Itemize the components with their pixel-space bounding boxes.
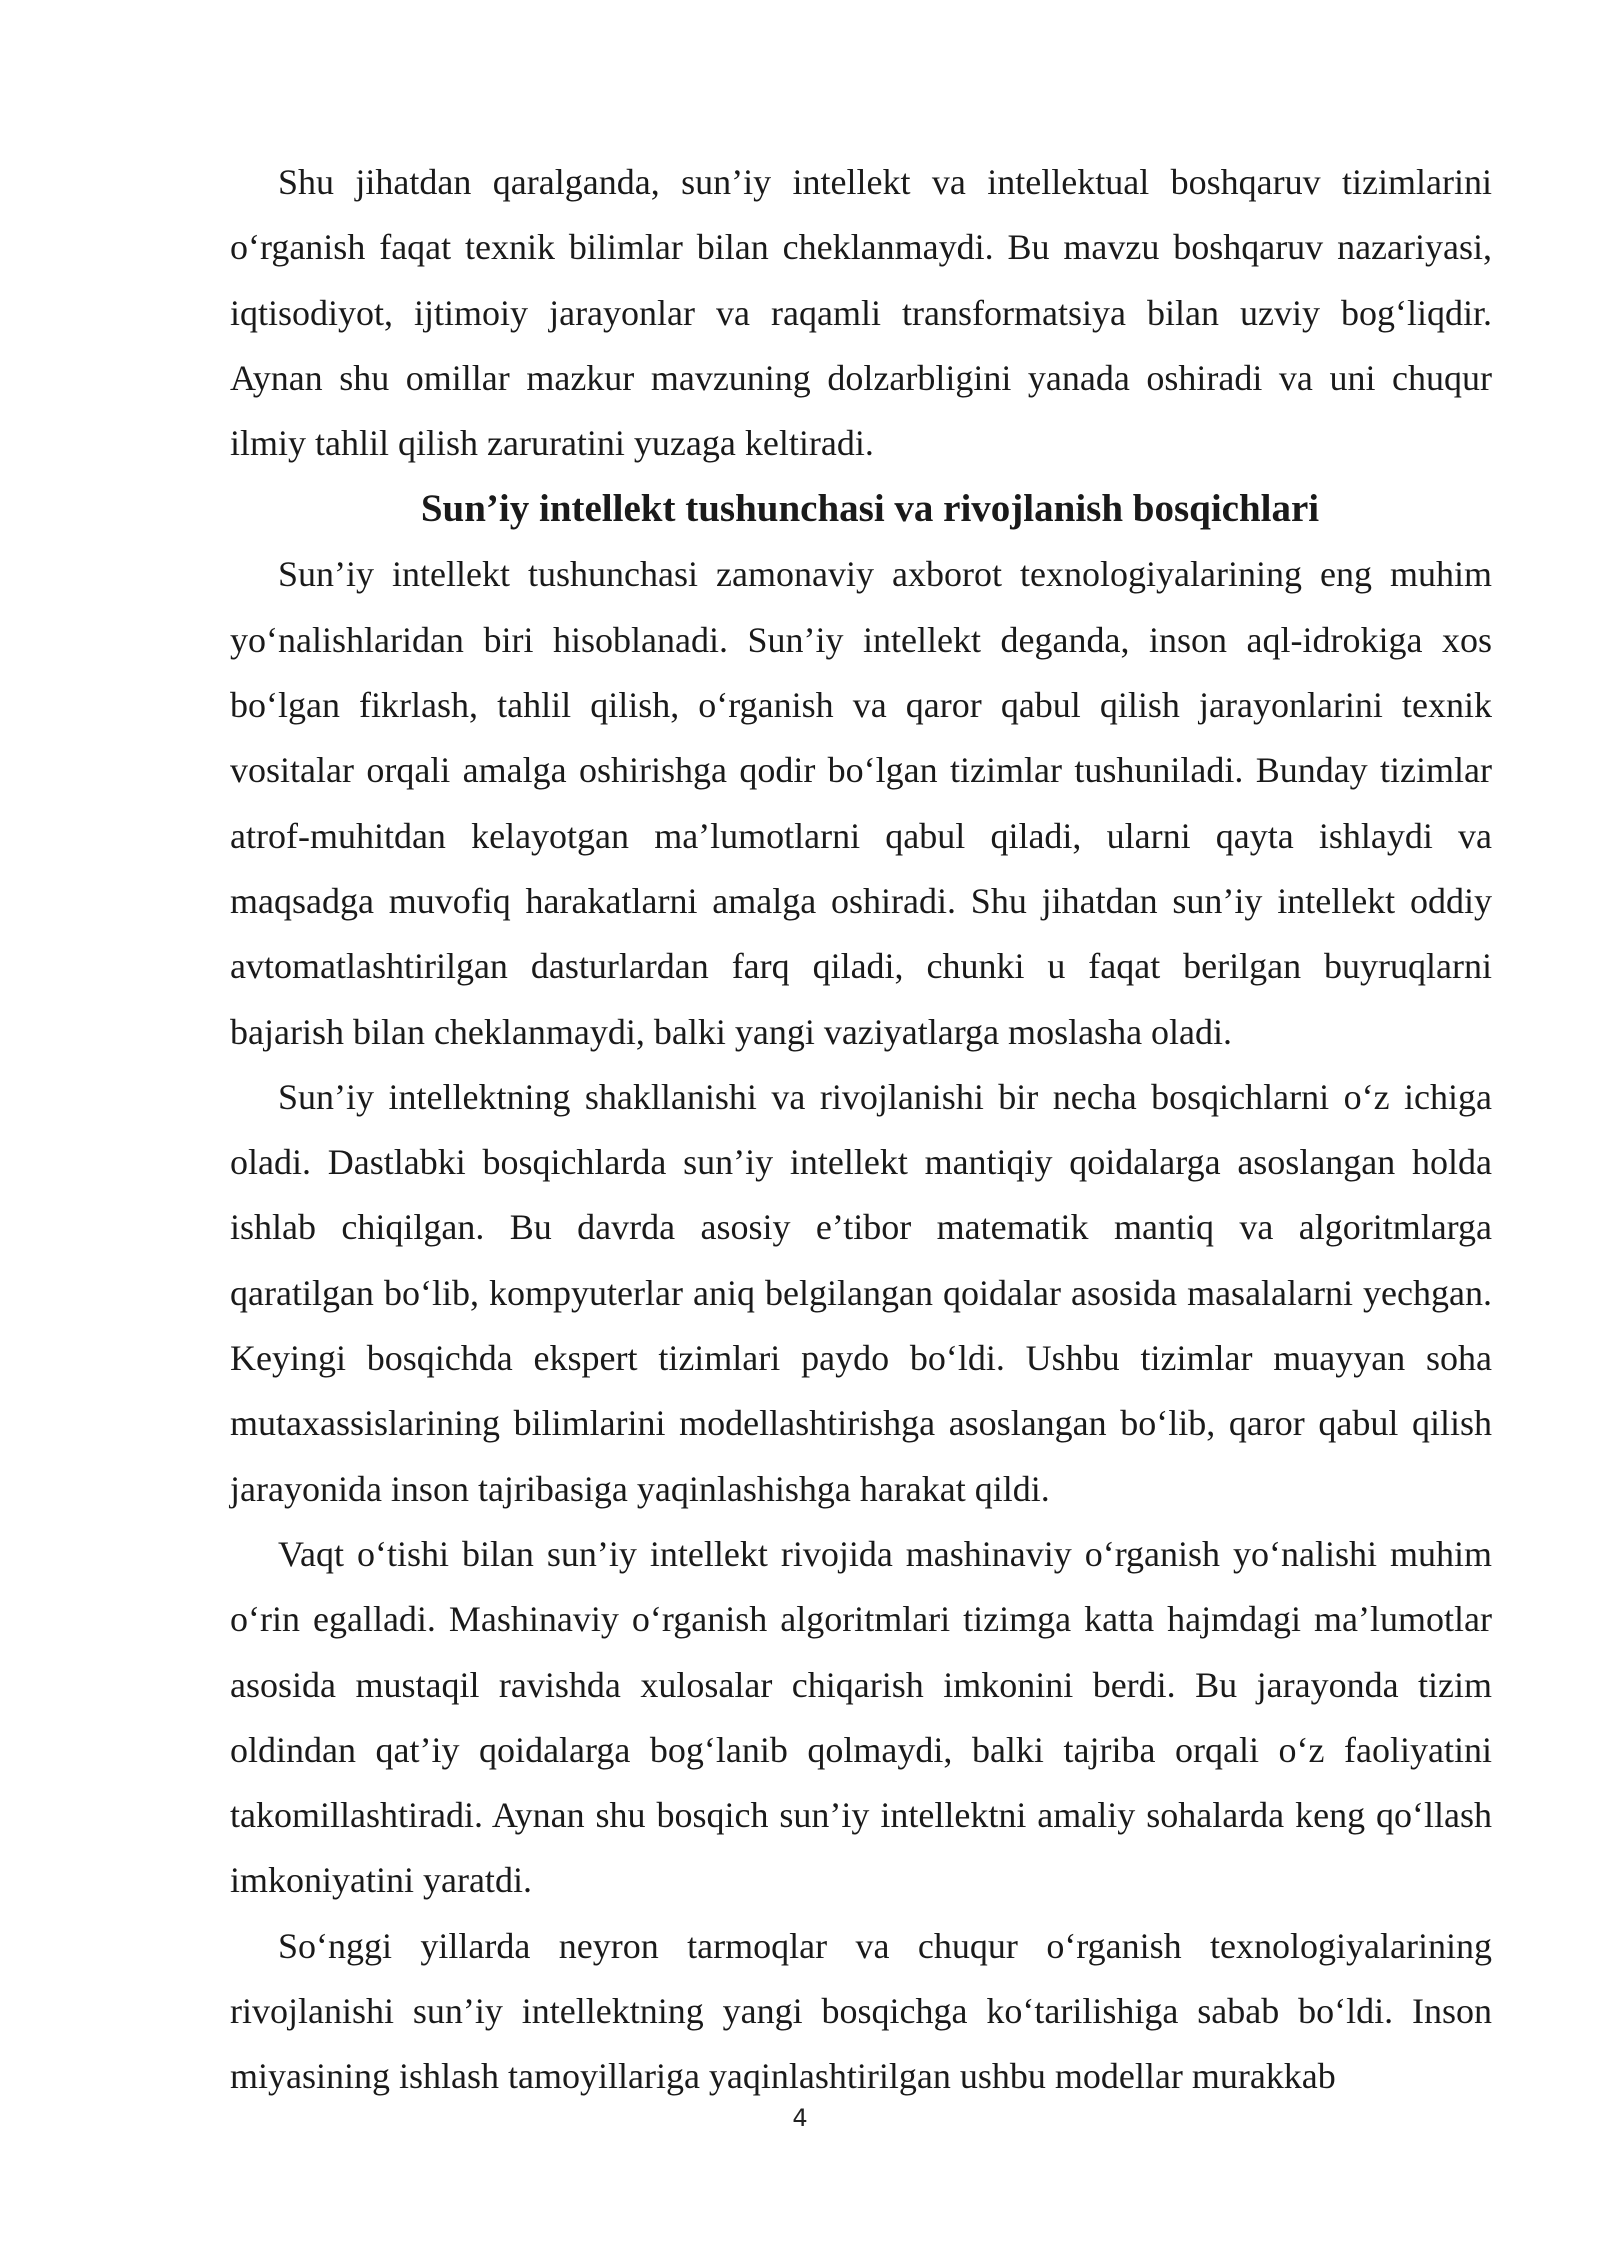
page-body: [230, 150, 1492, 2110]
section-heading: Sun’iy intellekt tushunchasi va rivojlanish bosqichlari: [420, 487, 1320, 531]
paragraph-continued: So‘nggi yillarda neyron tarmoqlar va chuqur o‘rganish texnologiyalarining rivojlanishi sun’iy intellektning yangi bosqichga ko‘tarilishiga sabab bo‘ldi. Inson miyasining ishlash tamoyillariga yaqinlashtirilgan ushbu modellar murakkab: [230, 1925, 1492, 2097]
paragraph: Sun’iy intellekt tushunchasi zamonaviy axborot texnologiyalarining eng muhim yo‘nalishlaridan biri hisoblanadi. Sun’iy intellekt deganda, inson aql-idrokiga xos bo‘lgan fikrlash, tahlil qilish, o‘rganish va qaror qabul qilish jarayonlarini texnik vositalar orqali amalga oshirishga qodir bo‘lgan tizimlar tushuniladi. Bunday tizimlar atrof-muhitdan kelayotgan ma’lumotlarni qabul qiladi, ularni qayta ishlaydi va maqsadga muvofiq harakatlarni amalga oshiradi. Shu jihatdan sun’iy intellekt oddiy avtomatlashtirilgan dasturlardan farq qiladi, chunki u faqat berilgan buyruqlarni bajarish bilan cheklanmaydi, balki yangi vaziyatlarga moslasha oladi.: [230, 554, 1492, 1052]
paragraph: Shu jihatdan qaralganda, sun’iy intellekt va intellektual boshqaruv tizimlarini o‘rganish faqat texnik bilimlar bilan cheklanmaydi. Bu mavzu boshqaruv nazariyasi, iqtisodiyot, ijtimoiy jarayonlar va raqamli transformatsiya bilan uzviy bog‘liqdir. Aynan shu omillar mazkur mavzuning dolzarbligini yanada oshiradi va uni chuqur ilmiy tahlil qilish zaruratini yuzaga keltiradi.: [230, 162, 1492, 464]
page-number: 4: [792, 2104, 808, 2132]
paragraph: Sun’iy intellektning shakllanishi va rivojlanishi bir necha bosqichlarni o‘z ichiga oladi. Dastlabki bosqichlarda sun’iy intellekt mantiqiy qoidalarga asoslangan holda ishlab chiqilgan. Bu davrda asosiy e’tibor matematik mantiq va algoritmlarga qaratilgan bo‘lib, kompyuterlar aniq belgilangan qoidalar asosida masalalarni yechgan. Keyingi bosqichda ekspert tizimlari paydo bo‘ldi. Ushbu tizimlar muayyan soha mutaxassislarining bilimlarini modellashtirishga asoslangan bo‘lib, qaror qabul qilish jarayonida inson tajribasiga yaqinlashishga harakat qildi.: [230, 1076, 1492, 1509]
paragraph: Vaqt o‘tishi bilan sun’iy intellekt rivojida mashinaviy o‘rganish yo‘nalishi muhim o‘rin egalladi. Mashinaviy o‘rganish algoritmlari tizimga katta hajmdagi ma’lumotlar asosida mustaqil ravishda xulosalar chiqarish imkonini berdi. Bu jarayonda tizim oldindan qat’iy qoidalarga bog‘lanib qolmaydi, balki tajriba orqali o‘z faoliyatini takomillashtiradi. Aynan shu bosqich sun’iy intellektni amaliy sohalarda keng qo‘llash imkoniyatini yaratdi.: [230, 1533, 1492, 1901]
